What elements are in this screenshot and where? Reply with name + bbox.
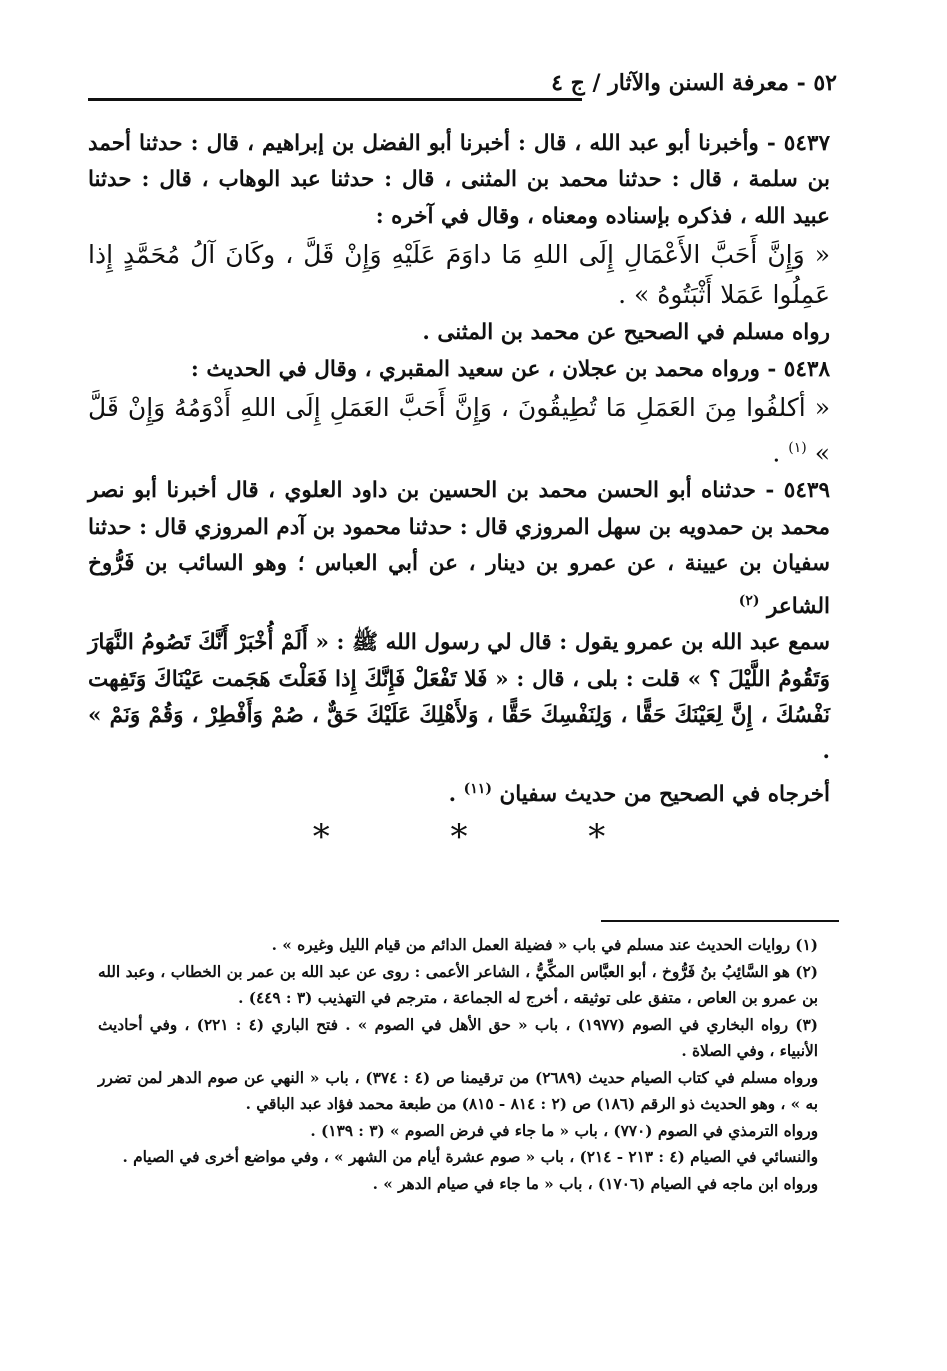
hadith-5437-source: رواه مسلم في الصحيح عن محمد بن المثنى . bbox=[422, 320, 830, 346]
footnote-3: (٣) رواه البخاري في الصوم (١٩٧٧) ، باب « حق الأهل في الصوم » . فتح الباري (٤ : ٢٢١) ، وفي أحاديث الأنبياء ، وفي الصلاة . bbox=[98, 1015, 818, 1060]
footnote-3-tirmidhi: ورواه الترمذي في الصوم (٧٧٠) ، باب « ما جاء في فرض الصوم » (٣ : ١٣٩) . bbox=[310, 1121, 818, 1140]
hadith-5439-text: ٥٤٣٩ - حدثناه أبو الحسن محمد بن الحسين بن داود العلوي ، قال أخبرنا أبو نصر محمد بن حمدويه بن سهل المروزي قال : حدثنا محمود بن آدم المروزي قال : حدثنا سفيان بن عيينة ، عن عمرو بن دينار ، عن أبي العباس ؛ وهو السائب بن فَرُّوخ الشاعر bbox=[88, 478, 830, 619]
footnote-3-nasai: والنسائي في الصيام (٤ : ٢١٣ - ٢١٤) ، باب « صوم عشرة أيام من الشهر » ، وفي مواضع أخرى في الصيام . bbox=[122, 1148, 818, 1166]
hadith-5439 bbox=[88, 473, 830, 625]
footnote-2: (٢) هو السَّائِبُ بنُ فَرُّوخ ، أبو العبَّاس المكِّيُّ ، الشاعر الأعمى : روى عن عبد الله بن عمر بن الخطاب ، وعبد الله بن عمرو بن العاص ، متفق على توثيقه ، أخرج له الجماعة ، مترجم في التهذيب (٣ : ٤٤٩) . bbox=[98, 962, 818, 1007]
footnote-ref-2: (٢) bbox=[738, 592, 760, 609]
header-rule bbox=[88, 98, 582, 101]
footnote-1: (١) روايات الحديث عند مسلم في باب « فضيلة العمل الدائم من قيام الليل وغيره » . bbox=[271, 936, 818, 954]
hadith-5437: ٥٤٣٧ - وأخبرنا أبو عبد الله ، قال : أخبرنا أبو الفضل بن إبراهيم ، قال : حدثنا أحمد بن سلمة ، قال : حدثنا محمد بن المثنى ، قال : حدثنا عبد الوهاب ، قال : حدثنا عبيد الله ، فذكره بإسناده ومعناه ، وقال في آخره : bbox=[88, 131, 830, 229]
running-header: ٥٢ - معرفة السنن والآثار / ج ٤ bbox=[551, 70, 837, 96]
hadith-5439-source: أخرجاه في الصحيح من حديث سفيان $^{(١١)}$ . bbox=[448, 780, 830, 807]
footnote-rule bbox=[601, 920, 839, 922]
footnote-3-muslim: ورواه مسلم في كتاب الصيام حديث (٢٦٨٩) من ترقيمنا ص (٤ : ٣٧٤) ، باب « النهي عن صوم الدهر لمن تضرر به » ، وهو الحديث ذو الرقم (١٨٦) ص (٢ : ٨١٤ - ٨١٥) من طبعة محمد فؤاد عبد الباقي . bbox=[98, 1068, 818, 1113]
footnote-ref-3: (١١) bbox=[463, 780, 492, 797]
hadith-5438: ٥٤٣٨ - ورواه محمد بن عجلان ، عن سعيد المقبري ، وقال في الحديث : bbox=[190, 356, 830, 382]
hadith-5439-source-text: أخرجاه في الصحيح من حديث سفيان bbox=[499, 781, 830, 807]
footnote-3-ibn-majah: ورواه ابن ماجه في الصيام (١٧٠٦) ، باب « ما جاء في صيام الدهر » . bbox=[372, 1174, 818, 1193]
hadith-5438-quote-text: « أكلفُوا مِنَ العَمَلِ مَا تُطِيقُونَ ، وَإِنَّ أَحَبَّ العَمَلِ إِلَى اللهِ أَدْوَمُهُ وَإِنْ قَلَّ » bbox=[88, 393, 830, 468]
footnote-ref-1: (١) bbox=[788, 440, 807, 457]
section-separator: * * * bbox=[312, 817, 661, 858]
main-text bbox=[88, 126, 830, 857]
hadith-5439-matn: سمع عبد الله بن عمرو يقول : قال لي رسول الله ﷺ : « أَلَمْ أُخْبَرْ أَنَّكَ تَصُومُ النَّهَارَ وَتَقُومُ اللَّيْلَ ؟ » قلت : بلى ، قال : « فَلا تَفْعَلْ فَإِنَّكَ إِذا فَعَلْتَ هَجَمت عَيْنَاكَ وَتَفِهت نَفْسُكَ ، إِنَّ لِعَيْنَكَ حَقًّا ، وَلِنَفْسِكَ حَقًّا ، وَلأَهْلِكَ عَلَيْكَ حَقٌّ ، صُمْ وَأَفْطِرْ ، وَقُمْ وَنَمْ » . bbox=[88, 630, 830, 765]
hadith-5437-quote: « وَإِنَّ أَحَبَّ الأَعْمَالِ إِلَى اللهِ مَا داوَمَ عَلَيْهِ وَإِنْ قَلَّ ، وكَانَ آلُ مُحَمَّدٍ إِذا عَمِلُوا عَمَلا أَثْبَتُوهُ » . bbox=[88, 240, 830, 310]
hadith-5438-quote: « أكلفُوا مِنَ العَمَلِ مَا تُطِيقُونَ ، وَإِنَّ أَحَبَّ العَمَلِ إِلَى اللهِ أَدْوَمُهُ وَإِنْ قَلَّ » $^{(١)}$ . bbox=[88, 393, 830, 468]
footnotes bbox=[98, 932, 818, 1197]
